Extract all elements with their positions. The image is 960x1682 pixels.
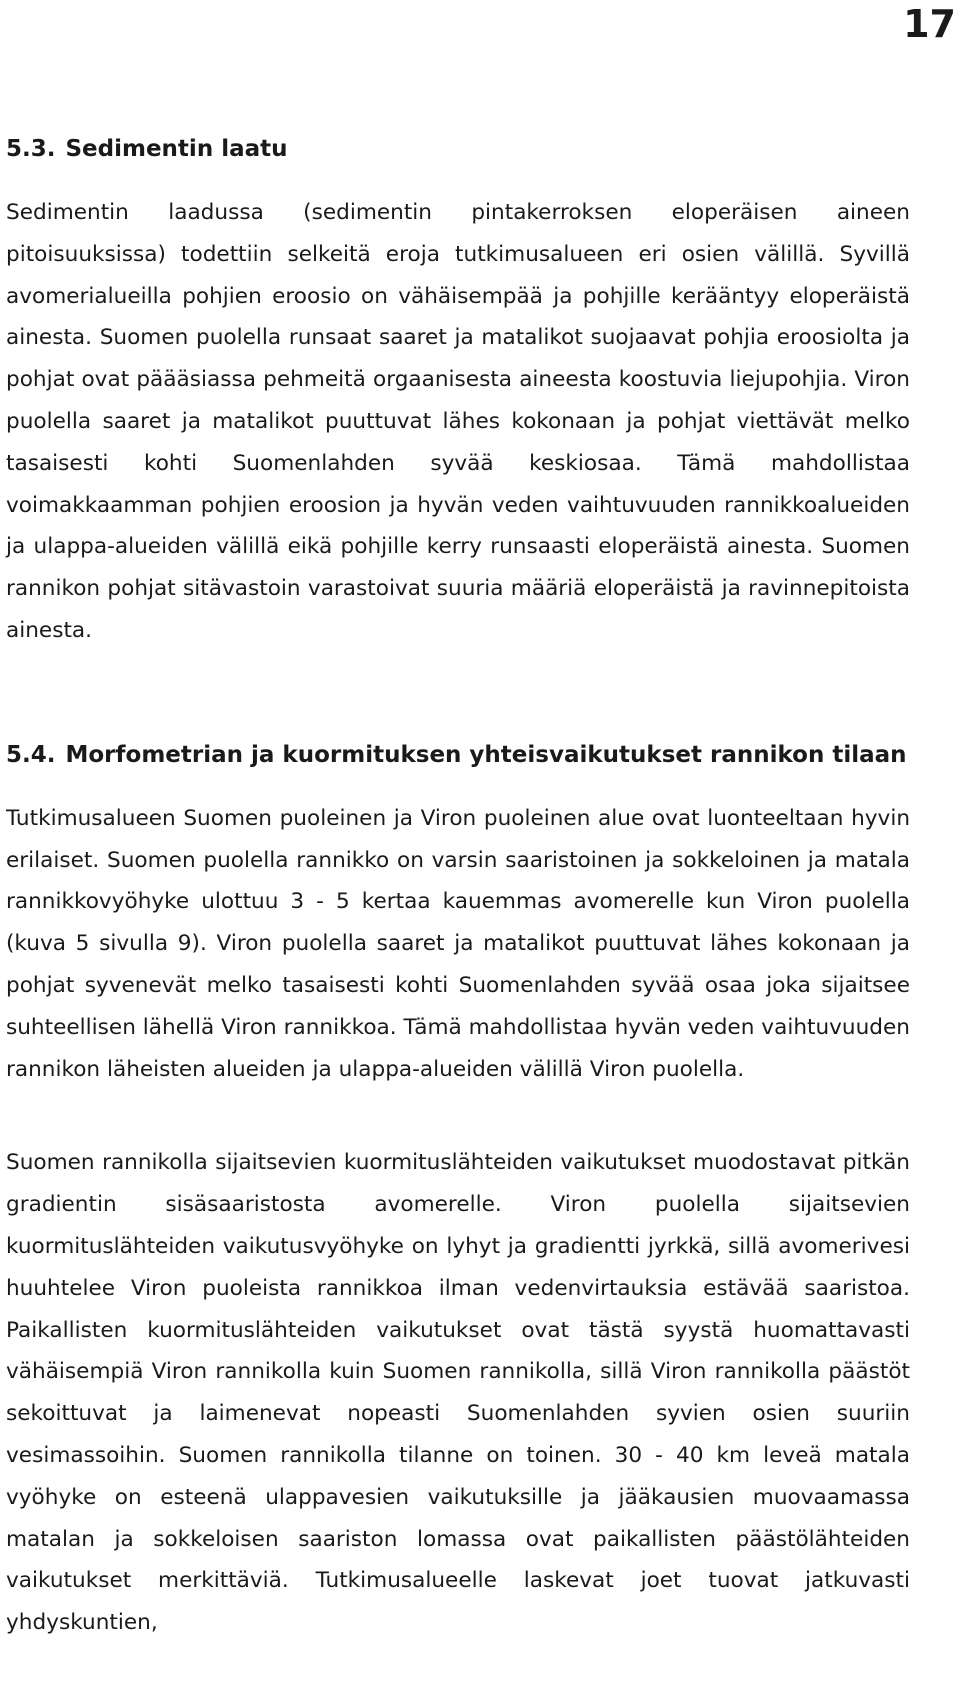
section-heading-5-4 — [6, 734, 910, 776]
spacer — [6, 170, 910, 192]
section-number: 5.4. — [6, 741, 56, 768]
section-number: 5.3. — [6, 136, 56, 162]
paragraph-sediment-quality: Sedimentin laadussa (sedimentin pintakerroksen eloperäisen aineen pitoisuuksissa) todettiin selkeitä eroja tutkimusalueen eri osien välillä. Syvillä avomerialueilla pohjien eroosio on vähäisempää ja pohjille kerääntyy eloperäistä ainesta. Suomen puolella runsaat saaret ja matalikot suojaavat pohjia eroosiolta ja pohjat ovat päääsiassa pehmeitä orgaanisesta aineesta koostuvia liejupohjia. Viron puolella saaret ja matalikot puuttuvat lähes kokonaan ja pohjat viettävät melko tasaisesti kohti Suomenlahden syvää keskiosaa. Tämä mahdollistaa voimakkaamman pohjien eroosion ja hyvän veden vaihtuvuuden rannikkoalueiden ja ulappa-alueiden välillä eikä pohjille kerry runsaasti eloperäistä ainesta. Suomen rannikon pohjat sitävastoin varastoivat suuria määriä eloperäistä ja ravinnepitoista ainesta. — [6, 200, 910, 643]
page-number: 17 — [903, 2, 956, 46]
paragraph-loading-effects: Suomen rannikolla sijaitsevien kuormituslähteiden vaikutukset muodostavat pitkän gradientin sisäsaaristosta avomerelle. Viron puolella sijaitsevien kuormituslähteiden vaikutusvyöhyke on lyhyt ja gradientti jyrkkä, sillä avomerivesi huuhtelee Viron puoleista rannikkoa ilman vedenvirtauksia estävää saaristoa. Paikallisten kuormituslähteiden vaikutukset ovat tästä syystä huomattavasti vähäisempiä Viron rannikolla kuin Suomen rannikolla, sillä Viron rannikolla päästöt sekoittuvat ja laimenevat nopeasti Suomenlahden syvien osien suuriin vesimassoihin. Suomen rannikolla tilanne on toinen. 30 - 40 km leveä matala vyöhyke on esteenä ulappavesien vaikutuksille ja jääkausien muovaamassa matalan ja sokkeloisen saariston lomassa ovat paikallisten päästölähteiden vaikutukset merkittäviä. Tutkimusalueelle laskevat joet tuovat jatkuvasti yhdyskuntien, — [6, 1150, 910, 1636]
spacer — [6, 1090, 910, 1142]
section-title: Sedimentin laatu — [65, 136, 288, 162]
spacer — [6, 652, 910, 734]
document-body — [6, 128, 910, 1644]
section-title: Morfometrian ja kuormituksen yhteisvaikutukset rannikon tilaan — [65, 741, 907, 768]
paragraph-morphometry: Tutkimusalueen Suomen puoleinen ja Viron puoleinen alue ovat luonteeltaan hyvin erilaiset. Suomen puolella rannikko on varsin saaristoinen ja sokkeloinen ja matala rannikkovyöhyke ulottuu 3 - 5 kertaa kauemmas avomerelle kun Viron puolella (kuva 5 sivulla 9). Viron puolella saaret ja matalikot puuttuvat lähes kokonaan ja pohjat syvenevät melko tasaisesti kohti Suomenlahden syvää osaa joka sijaitsee suhteellisen lähellä Viron rannikkoa. Tämä mahdollistaa hyvän veden vaihtuvuuden rannikon läheisten alueiden ja ulappa-alueiden välillä Viron puolella. — [6, 805, 910, 1082]
spacer — [6, 776, 910, 798]
section-heading-5-3 — [6, 128, 910, 170]
